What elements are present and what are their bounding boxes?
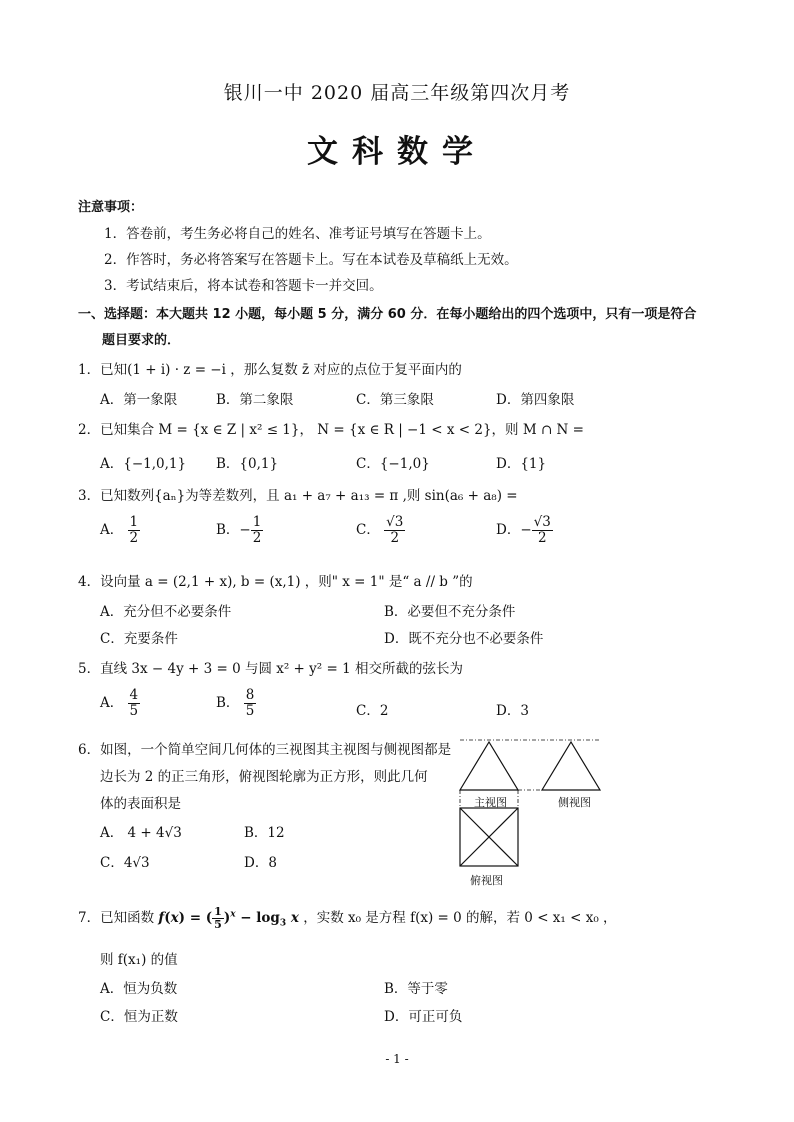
q6-option-c: C．4√3	[100, 855, 150, 871]
question-7-stem: 7．已知函数 f(x) = ( $\frac{1}{5}$ )$^x - \log_3 x$ ，实数 x₀ 是方程 f(x) = 0 的解，若 0 < x₁ < x₀ ，	[78, 905, 617, 932]
q5-option-b: B． $\frac{8}{5}$	[216, 687, 255, 719]
q1-option-a: A．第一象限	[100, 392, 178, 408]
q5-option-c: C．2	[356, 703, 389, 719]
q1-option-b: B．第二象限	[216, 392, 294, 408]
q6-option-a: A． 4 + 4√3	[100, 825, 182, 841]
q7-option-c: C．恒为正数	[100, 1009, 178, 1025]
question-3-stem: 3．已知数列{aₙ}为等差数列，且 a₁ + a₇ + a₁₃ = π ,则 sin(a₆ + a₈) =	[78, 488, 518, 504]
q4-option-a: A．充分但不必要条件	[100, 604, 232, 620]
question-6-stem: 6．如图，一个简单空间几何体的三视图其主视图与侧视图都是	[78, 742, 452, 758]
q7-option-b: B．等于零	[384, 981, 448, 997]
q4-option-c: C．充要条件	[100, 631, 178, 647]
top-view-label: 俯视图	[470, 874, 503, 887]
question-2-stem: 2．已知集合 M = {x ∈ Z | x² ≤ 1}， N = {x ∈ R | −1 < x < 2}，则 M ∩ N =	[78, 422, 584, 438]
q2-option-b: B．{0,1}	[216, 456, 279, 472]
q7-option-d: D．可正可负	[384, 1009, 463, 1025]
q4-option-d: D．既不充分也不必要条件	[384, 631, 544, 647]
question-1-stem: 1．已知(1 + i) · z = −i ，那么复数 z̄ 对应的点位于复平面内的	[78, 362, 462, 378]
question-6-stem-line3: 体的表面积是	[100, 796, 181, 812]
question-7-stem-line2: 则 f(x₁) 的值	[100, 952, 178, 968]
q3-option-c: C． $\frac{√3}{2}$	[356, 514, 404, 546]
page-number: - 1 -	[385, 1052, 409, 1066]
q3-option-d: D．− $\frac{√3}{2}$	[496, 514, 551, 546]
notice-item: 3．考试结束后，将本试卷和答题卡一并交回。	[104, 278, 383, 294]
exam-subject-title: 文科数学	[307, 134, 487, 170]
question-5-stem: 5．直线 3x − 4y + 3 = 0 与圆 x² + y² = 1 相交所截的弦长为	[78, 661, 463, 677]
q1-option-d: D．第四象限	[496, 392, 575, 408]
notice-heading: 注意事项：	[78, 200, 144, 215]
front-view-label: 主视图	[474, 796, 507, 809]
side-view-label: 侧视图	[558, 796, 591, 809]
q3-option-b: B．− $\frac{1}{2}$	[216, 514, 262, 546]
exam-header: 银川一中 2020 届高三年级第四次月考	[223, 82, 571, 104]
q2-option-c: C．{−1,0}	[356, 456, 430, 472]
three-view-figure	[456, 736, 606, 890]
q1-option-c: C．第三象限	[356, 392, 434, 408]
q2-option-d: D．{1}	[496, 456, 547, 472]
notice-item: 1．答卷前，考生务必将自己的姓名、准考证号填写在答题卡上。	[104, 226, 491, 242]
q5-option-a: A． $\frac{4}{5}$	[100, 687, 139, 719]
question-6-stem-line2: 边长为 2 的正三角形，俯视图轮廓为正方形，则此几何	[100, 769, 428, 785]
q3-option-a: A． $\frac{1}{2}$	[100, 514, 139, 546]
q5-option-d: D．3	[496, 703, 529, 719]
section-heading-cont: 题目要求的．	[102, 333, 181, 348]
section-heading: 一、选择题：本大题共 12 小题，每小题 5 分，满分 60 分．在每小题给出的四个选项中，只有一项是符合	[78, 307, 697, 322]
question-4-stem: 4．设向量 a = (2,1 + x), b = (x,1) ，则" x = 1" 是“ a // b ”的	[78, 574, 473, 590]
q4-option-b: B．必要但不充分条件	[384, 604, 516, 620]
q6-option-b: B．12	[244, 825, 285, 841]
q7-option-a: A．恒为负数	[100, 981, 178, 997]
notice-item: 2．作答时，务必将答案写在答题卡上。写在本试卷及草稿纸上无效。	[104, 252, 518, 268]
side-view-triangle	[542, 742, 600, 790]
q6-option-d: D．8	[244, 855, 277, 871]
q2-option-a: A．{−1,0,1}	[100, 456, 187, 472]
front-view-triangle	[460, 742, 518, 790]
